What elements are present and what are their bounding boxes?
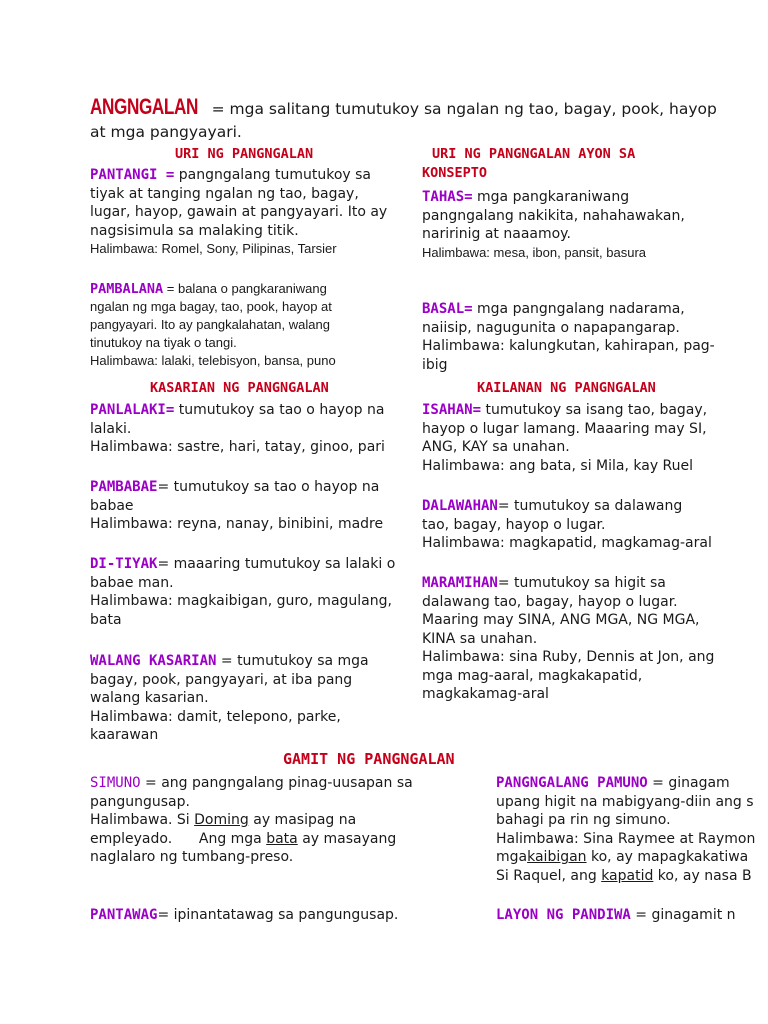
simuno-example: empleyado. Ang mga [90,830,267,847]
title-word: ANGNGALAN [90,94,199,119]
dityak-block [90,555,395,629]
pamuno-line: bahagi pa rin ng simuno. [496,812,671,828]
panlalaki-line: tumutukoy sa tao o hayop na [174,402,385,418]
dityak-example: Halimbawa: magkaibigan, guro, magulang, [90,593,392,609]
isahan-block [422,401,707,475]
maramihan-line: = tumutukoy sa higit sa [497,575,666,591]
tahas-term: TAHAS= [422,189,473,205]
walang-kasarian-example: Halimbawa: damit, telepono, parke, [90,708,341,725]
walang-kasarian-line: walang kasarian. [90,690,209,706]
pambabae-line: = tumutukoy sa tao o hayop na [157,479,380,495]
pamuno-block [496,774,755,885]
pamuno-underlined: kaibigan [527,849,587,865]
pambalana-example: Halimbawa: lalaki, telebisyon, bansa, puno [90,353,336,368]
panlalaki-line: lalaki. [90,420,132,437]
simuno-example: ay masipag na [248,812,357,828]
pantawag-line: = ipinantatawag sa pangungusap. [157,907,399,923]
pambabae-line: babae [90,497,134,514]
basal-line: naiisip, nagugunita o napapangarap. [422,319,680,336]
pambabae-example: Halimbawa: reyna, nanay, binibini, madre [90,516,384,532]
layon-term: LAYON NG PANDIWA [496,907,631,923]
dalawahan-term: DALAWAHAN [422,498,498,514]
isahan-line: ANG, KAY sa unahan. [422,439,570,455]
pamuno-term: PANGNGALANG PAMUNO [496,775,648,791]
isahan-line: tumutukoy sa isang tao, bagay, [481,402,708,418]
dityak-line: = maaaring tumutukoy sa lalaki o [157,556,396,572]
pantangi-block [90,166,387,257]
pambalana-term: PAMBALANA [90,281,164,297]
heading-uri: URI NG PANGNGALAN [175,146,314,162]
tahas-example: Halimbawa: mesa, ibon, pansit, basura [422,244,647,260]
walang-kasarian-example-cont: kaarawan [90,727,159,743]
layon-block [496,906,736,925]
heading-uri-konsepto: URI NG PANGNGALAN AYON SA [432,146,636,162]
pambalana-line: pangyayari. Ito ay pangkalahatan, walang [90,317,330,332]
dalawahan-line: = tumutukoy sa dalawang [497,498,683,514]
pantangi-line: nagsisimula sa malaking titik. [90,222,299,239]
heading-gamit: GAMIT NG PANGNGALAN [283,750,455,768]
isahan-term: ISAHAN= [422,402,482,418]
simuno-example: naglalaro ng tumbang-preso. [90,849,294,865]
walang-kasarian-block [90,652,369,745]
simuno-example: ay masayang [297,830,397,847]
pantangi-line: lugar, hayop, gawain at pangyayari. Ito ay [90,204,388,220]
basal-example-cont: ibig [422,356,448,373]
walang-kasarian-line: = tumutukoy sa mga [216,653,369,669]
basal-example: Halimbawa: kalungkutan, kahirapan, pag- [422,338,715,354]
pantangi-example: Halimbawa: Romel, Sony, Pilipinas, Tarsier [90,241,337,256]
tahas-block [422,188,685,261]
panlalaki-example: Halimbawa: sastre, hari, tatay, ginoo, pari [90,439,385,455]
simuno-line: pangungusap. [90,793,190,810]
dityak-term: DI-TIYAK [90,556,158,572]
pambalana-block [90,280,336,370]
simuno-line: = ang pangngalang pinag-uusapan sa [140,775,413,791]
basal-term: BASAL= [422,301,473,317]
tahas-line: naririnig at naaamoy. [422,226,571,242]
maramihan-example-cont: mga mag-aaral, magkakapatid, [422,667,643,684]
maramihan-example-cont: magkakamag-aral [422,686,549,702]
tahas-line: mga pangkaraniwang [472,189,630,205]
pamuno-line: = ginagam [647,775,730,791]
title-definition-cont: at mga pangyayari. [90,123,242,141]
walang-kasarian-term: WALANG KASARIAN [90,653,217,669]
basal-block [422,300,715,374]
simuno-underlined: bata [266,830,298,847]
simuno-example: Halimbawa. Si [90,812,195,828]
walang-kasarian-line: bagay, pook, pangyayari, at iba pang [90,671,353,688]
pambalana-line: = balana o pangkaraniwang [163,281,327,296]
pambalana-line: ngalan ng mga bagay, tao, pook, hayop at [90,299,332,314]
pambabae-term: PAMBABAE [90,479,158,495]
pantawag-block [90,906,398,925]
pamuno-line: upang higit na mabigyang-diin ang s [496,793,754,810]
dityak-example-cont: bata [90,611,122,628]
pamuno-example: Si Raquel, ang [496,867,602,884]
isahan-example: Halimbawa: ang bata, si Mila, kay Ruel [422,457,694,474]
maramihan-line: dalawang tao, bagay, hayop o lugar. [422,593,678,610]
heading-kailanan: KAILANAN NG PANGNGALAN [477,380,656,396]
dalawahan-line: tao, bagay, hayop o lugar. [422,516,606,533]
maramihan-line: KINA sa unahan. [422,630,538,647]
pantangi-line: tiyak at tanging ngalan ng tao, bagay, [90,185,359,202]
title-definition: = mga salitang tumutukoy sa ngalan ng tao, bagay, pook, hayop [211,100,717,118]
heading-kasarian: KASARIAN NG PANGNGALAN [150,380,329,396]
pantawag-term: PANTAWAG [90,907,158,923]
pambalana-line: tinutukoy na tiyak o tangi. [90,335,237,350]
panlalaki-block [90,401,385,457]
pamuno-example: mga [496,849,528,865]
pamuno-example: ko, ay nasa B [653,867,752,884]
layon-line: = ginagamit n [630,907,736,923]
maramihan-example: Halimbawa: sina Ruby, Dennis at Jon, ang [422,649,715,665]
heading-uri-konsepto-cont: KONSEPTO [422,165,488,181]
pantangi-line: pangngalang tumutukoy sa [174,167,372,183]
maramihan-line: Maaring may SINA, ANG MGA, NG MGA, [422,612,700,628]
page-title [90,94,717,120]
pambabae-block [90,478,383,534]
tahas-line: pangngalang nakikita, nahahawakan, [422,207,685,224]
maramihan-term: MARAMIHAN [422,575,498,591]
simuno-block [90,774,413,867]
pamuno-underlined: kapatid [601,867,654,884]
simuno-underlined: Doming [194,812,249,828]
dityak-line: babae man. [90,574,174,591]
dalawahan-example: Halimbawa: magkapatid, magkamag-aral [422,535,712,551]
basal-line: mga pangngalang nadarama, [472,301,685,317]
dalawahan-block [422,497,712,553]
pamuno-example: ko, ay mapagkakatiwa [586,849,749,865]
pamuno-example: Halimbawa: Sina Raymee at Raymon [496,830,756,847]
isahan-line: hayop o lugar lamang. Maaaring may SI, [422,420,707,437]
simuno-term: SIMUNO [90,775,141,791]
maramihan-block [422,574,714,704]
pantangi-term: PANTANGI = [90,167,175,183]
panlalaki-term: PANLALAKI= [90,402,175,418]
